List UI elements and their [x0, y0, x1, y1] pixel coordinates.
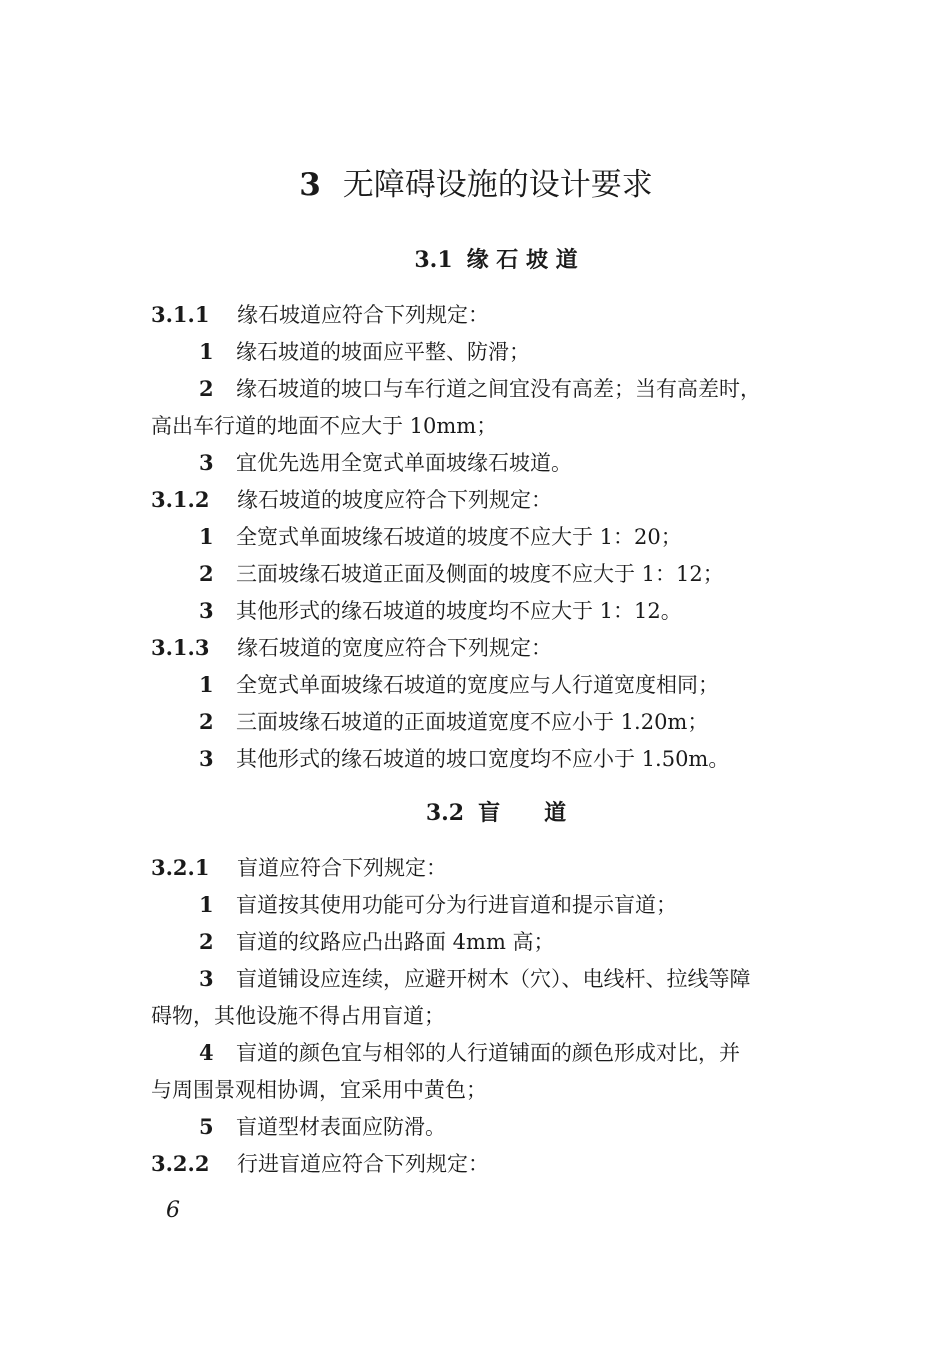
- clause-text: 缘石坡道的坡度应符合下列规定：: [237, 488, 552, 512]
- chapter-title-text: 无障碍设施的设计要求: [342, 167, 653, 203]
- item-text: 缘石坡道的坡口与车行道之间宜没有高差；当有高差时，: [236, 377, 761, 401]
- section-title-3-2: [0, 798, 952, 828]
- item-number: 4: [199, 1040, 214, 1065]
- item-text: 全宽式单面坡缘石坡道的坡度不应大于 1：20；: [236, 525, 682, 549]
- item-number: 3: [199, 450, 214, 475]
- item-text: 盲道型材表面应防滑。: [236, 1115, 446, 1139]
- section-title-text: 盲 道: [478, 800, 567, 826]
- item-number: 2: [199, 709, 214, 734]
- item-number: 3: [199, 598, 214, 623]
- item-line: [199, 559, 724, 589]
- item-number: 1: [199, 672, 214, 697]
- clause-number: 3.2.2: [151, 1151, 210, 1176]
- item-text: 盲道的颜色宜与相邻的人行道铺面的颜色形成对比，并: [236, 1041, 740, 1065]
- chapter-number: 3: [299, 167, 321, 203]
- item-line: [199, 1112, 446, 1142]
- clause-line: [151, 485, 552, 515]
- item-text: 三面坡缘石坡道正面及侧面的坡度不应大于 1：12；: [236, 562, 724, 586]
- item-line: [199, 670, 719, 700]
- clause-number: 3.2.1: [151, 855, 210, 880]
- item-line: [199, 337, 530, 367]
- item-number: 5: [199, 1114, 214, 1139]
- continuation-text: 高出车行道的地面不应大于 10mm；: [151, 414, 498, 438]
- clause-number: 3.1.2: [151, 487, 210, 512]
- item-text: 全宽式单面坡缘石坡道的宽度应与人行道宽度相同；: [236, 673, 719, 697]
- item-text: 盲道的纹路应凸出路面 4mm 高；: [236, 930, 555, 954]
- clause-text: 缘石坡道应符合下列规定：: [237, 303, 489, 327]
- item-number: 3: [199, 966, 214, 991]
- item-number: 2: [199, 376, 214, 401]
- item-number: 1: [199, 339, 214, 364]
- page-number: 6: [166, 1198, 180, 1223]
- item-line: [199, 964, 751, 994]
- clause-line: [151, 853, 447, 883]
- clause-number: 3.1.1: [151, 302, 210, 327]
- item-text: 三面坡缘石坡道的正面坡道宽度不应小于 1.20m；: [236, 710, 709, 734]
- item-number: 2: [199, 561, 214, 586]
- clause-text: 缘石坡道的宽度应符合下列规定：: [237, 636, 552, 660]
- item-text: 宜优先选用全宽式单面坡缘石坡道。: [236, 451, 572, 475]
- clause-line: [151, 300, 489, 330]
- item-number: 1: [199, 524, 214, 549]
- item-line: [199, 1038, 740, 1068]
- item-line: [199, 927, 555, 957]
- item-line: [199, 744, 729, 774]
- section-number: 3.2: [425, 800, 465, 826]
- item-number: 1: [199, 892, 214, 917]
- item-line: [199, 707, 708, 737]
- item-line: [199, 374, 761, 404]
- item-text: 盲道铺设应连续，应避开树木（穴）、电线杆、拉线等障: [236, 967, 751, 991]
- clause-text: 盲道应符合下列规定：: [237, 856, 447, 880]
- item-text: 缘石坡道的坡面应平整、防滑；: [236, 340, 530, 364]
- continuation-line: [151, 411, 497, 441]
- continuation-text: 与周围景观相协调，宜采用中黄色；: [151, 1078, 487, 1102]
- clause-number: 3.1.3: [151, 635, 210, 660]
- item-number: 3: [199, 746, 214, 771]
- item-line: [199, 448, 572, 478]
- section-number: 3.1: [414, 247, 453, 273]
- clause-line: [151, 1149, 489, 1179]
- item-text: 盲道按其使用功能可分为行进盲道和提示盲道；: [236, 893, 677, 917]
- item-text: 其他形式的缘石坡道的坡度均不应大于 1：12。: [236, 599, 682, 623]
- item-line: [199, 890, 677, 920]
- item-text: 其他形式的缘石坡道的坡口宽度均不应小于 1.50m。: [236, 747, 730, 771]
- item-number: 2: [199, 929, 214, 954]
- item-line: [199, 522, 682, 552]
- continuation-line: [151, 1001, 445, 1031]
- section-title-3-1: [0, 245, 952, 275]
- clause-line: [151, 633, 552, 663]
- continuation-text: 碍物，其他设施不得占用盲道；: [151, 1004, 445, 1028]
- section-title-text: 缘 石 坡 道: [466, 247, 578, 273]
- chapter-title: [0, 163, 952, 207]
- clause-text: 行进盲道应符合下列规定：: [237, 1152, 489, 1176]
- item-line: [199, 596, 682, 626]
- continuation-line: [151, 1075, 487, 1105]
